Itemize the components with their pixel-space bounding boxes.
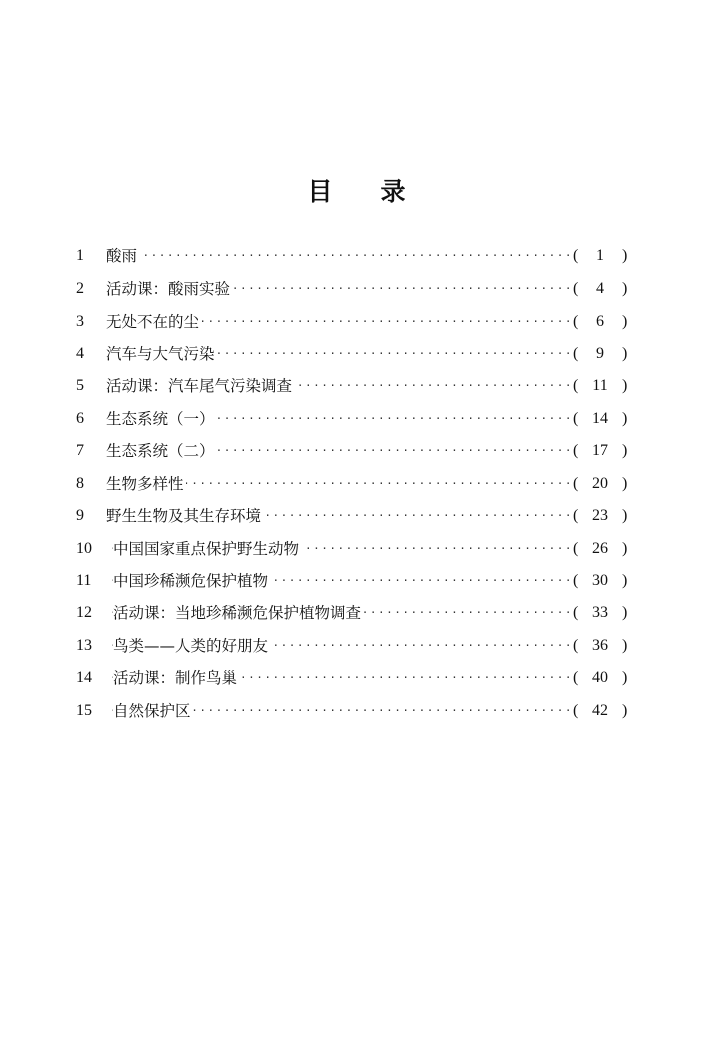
entry-number: 2 — [76, 280, 84, 297]
paren-open: ( — [573, 475, 579, 492]
entry-number: 1 — [76, 247, 84, 264]
entry-page: 40 — [592, 669, 608, 686]
paren-close: ) — [622, 637, 628, 654]
paren-open: ( — [573, 377, 579, 394]
toc-entry[interactable] — [0, 338, 713, 370]
paren-open: ( — [573, 702, 579, 719]
entry-number: 5 — [76, 377, 84, 394]
entry-title: 自然保护区 — [113, 695, 193, 727]
entry-page: 11 — [592, 377, 608, 394]
entry-page: 14 — [592, 410, 608, 427]
entry-number: 4 — [76, 345, 84, 362]
entry-title: 生态系统（二） — [106, 435, 217, 467]
entry-page: 17 — [592, 442, 608, 459]
entry-number: 15 — [76, 702, 92, 719]
entry-title: 生态系统（一） — [106, 403, 217, 435]
entry-title: 酸雨 — [106, 240, 139, 272]
toc-entry[interactable] — [0, 597, 713, 629]
toc-entry[interactable] — [0, 500, 713, 532]
title-char-1: 目 — [307, 177, 333, 206]
paren-open: ( — [573, 637, 579, 654]
entry-title: 活动课：酸雨实验 — [106, 273, 232, 305]
entry-page: 20 — [592, 475, 608, 492]
paren-close: ) — [622, 572, 628, 589]
paren-close: ) — [622, 345, 628, 362]
entry-page: 36 — [592, 637, 608, 654]
entry-number: 13 — [76, 637, 92, 654]
entry-page: 33 — [592, 604, 608, 621]
dot-leader — [106, 240, 573, 272]
entry-number: 12 — [76, 604, 92, 621]
toc-entry[interactable] — [0, 370, 713, 402]
entry-title: 活动课：制作鸟巢 — [113, 662, 239, 694]
paren-close: ) — [622, 442, 628, 459]
toc-entry[interactable] — [0, 565, 713, 597]
paren-open: ( — [573, 247, 579, 264]
entry-number: 6 — [76, 410, 84, 427]
paren-open: ( — [573, 669, 579, 686]
paren-close: ) — [622, 669, 628, 686]
entry-number: 14 — [76, 669, 92, 686]
paren-open: ( — [573, 313, 579, 330]
toc-entry[interactable] — [0, 403, 713, 435]
paren-open: ( — [573, 604, 579, 621]
paren-close: ) — [622, 702, 628, 719]
entry-number: 8 — [76, 475, 84, 492]
entry-number: 3 — [76, 313, 84, 330]
paren-close: ) — [622, 313, 628, 330]
paren-open: ( — [573, 345, 579, 362]
paren-close: ) — [622, 540, 628, 557]
entry-page: 4 — [596, 280, 604, 297]
paren-close: ) — [622, 475, 628, 492]
entry-number: 9 — [76, 507, 84, 524]
entry-number: 11 — [76, 572, 92, 589]
paren-close: ) — [622, 280, 628, 297]
entry-title: 活动课：当地珍稀濒危保护植物调查 — [113, 597, 363, 629]
toc-entry[interactable] — [0, 273, 713, 305]
toc-entry[interactable] — [0, 468, 713, 500]
entry-title: 中国珍稀濒危保护植物 — [113, 565, 270, 597]
paren-close: ) — [622, 604, 628, 621]
entry-page: 1 — [596, 247, 604, 264]
entry-title: 无处不在的尘 — [106, 306, 201, 338]
entry-title: 鸟类——人类的好朋友 — [113, 630, 270, 662]
toc-entry[interactable] — [0, 435, 713, 467]
toc-entry[interactable] — [0, 240, 713, 272]
paren-open: ( — [573, 442, 579, 459]
paren-open: ( — [573, 280, 579, 297]
page-title — [0, 172, 713, 208]
entry-page: 30 — [592, 572, 608, 589]
toc-entry[interactable] — [0, 533, 713, 565]
entry-title: 生物多样性 — [106, 468, 186, 500]
entry-title: 汽车与大气污染 — [106, 338, 217, 370]
paren-open: ( — [573, 507, 579, 524]
entry-title: 野生生物及其生存环境 — [106, 500, 263, 532]
paren-close: ) — [622, 247, 628, 264]
paren-open: ( — [573, 572, 579, 589]
toc-entry[interactable] — [0, 306, 713, 338]
paren-close: ) — [622, 410, 628, 427]
paren-open: ( — [573, 410, 579, 427]
paren-close: ) — [622, 507, 628, 524]
toc-entry[interactable] — [0, 630, 713, 662]
entry-number: 7 — [76, 442, 84, 459]
entry-title: 中国国家重点保护野生动物 — [113, 533, 301, 565]
toc-entry[interactable] — [0, 662, 713, 694]
entry-title: 活动课：汽车尾气污染调查 — [106, 370, 294, 402]
title-char-2: 录 — [380, 177, 406, 206]
entry-page: 23 — [592, 507, 608, 524]
entry-page: 9 — [596, 345, 604, 362]
entry-page: 6 — [596, 313, 604, 330]
paren-open: ( — [573, 540, 579, 557]
paren-close: ) — [622, 377, 628, 394]
entry-page: 26 — [592, 540, 608, 557]
entry-page: 42 — [592, 702, 608, 719]
toc-entry[interactable] — [0, 695, 713, 727]
entry-number: 10 — [76, 540, 92, 557]
